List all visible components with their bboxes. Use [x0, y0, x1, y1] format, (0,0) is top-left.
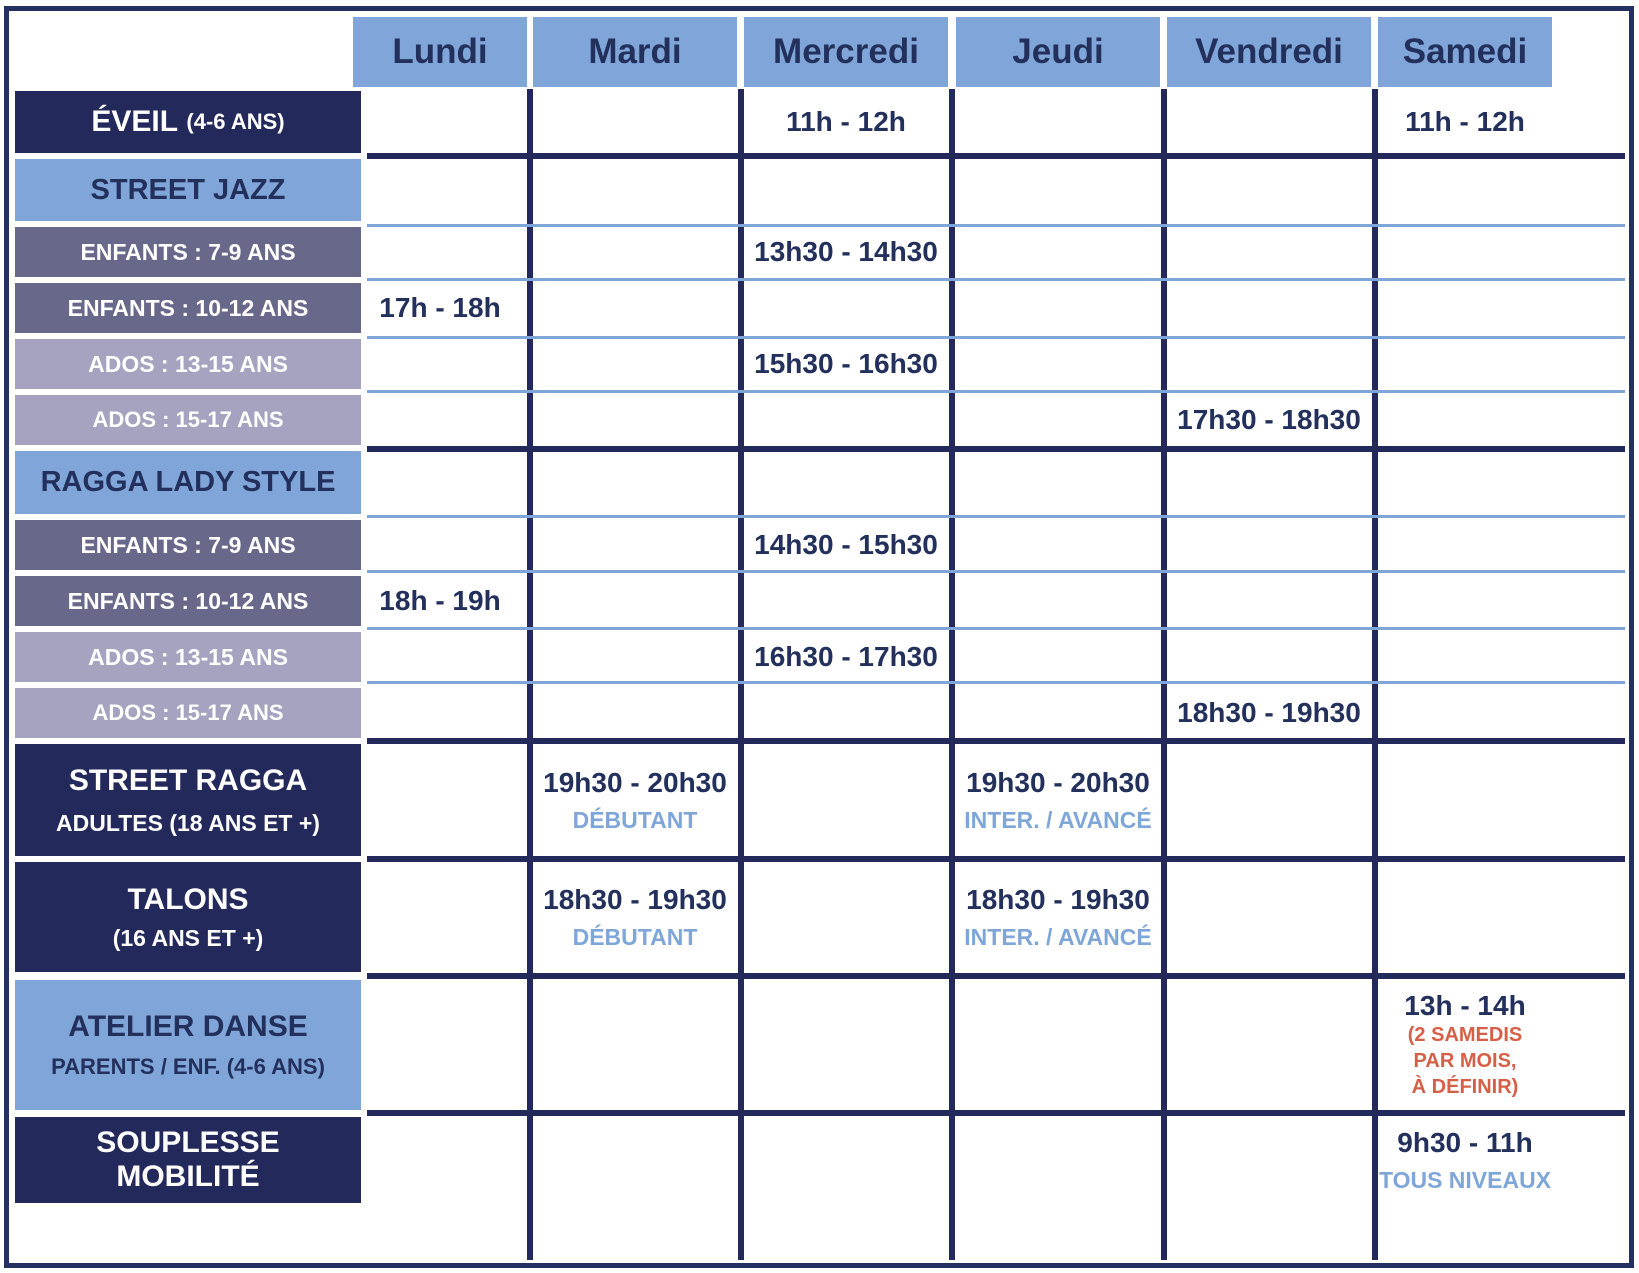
slot-level: TOUS NIVEAUX: [1378, 1166, 1552, 1193]
slot-eveil-mercredi: [744, 91, 948, 153]
slot-street-ragga-jeudi: [956, 744, 1160, 856]
row-label-talons: [15, 862, 361, 972]
slot-time: 15h30 - 16h30: [754, 348, 938, 379]
day-header-lundi: Lundi: [353, 17, 527, 87]
day-header-vendredi: Vendredi: [1167, 17, 1371, 87]
slot-sj-enfants-10-12-lundi: [353, 283, 527, 333]
grid-hline-thick: [367, 1110, 1625, 1116]
grid-hline-thin: [367, 278, 1625, 281]
grid-hline-thick: [367, 153, 1625, 159]
grid-hline-thin: [367, 336, 1625, 339]
grid-hline-thin: [367, 224, 1625, 227]
slot-note: (2 SAMEDIS: [1407, 1024, 1523, 1046]
slot-time: 18h30 - 19h30: [966, 883, 1150, 915]
slot-time: 11h - 12h: [1405, 106, 1525, 137]
slot-time: 18h30 - 19h30: [1177, 697, 1361, 728]
grid-hline-thick: [367, 446, 1625, 452]
talons-name: TALONS: [127, 882, 249, 916]
grid-hline-thin: [367, 627, 1625, 630]
slot-level: INTER. / AVANCÉ: [964, 806, 1152, 833]
row-label-atelier-danse: [15, 980, 361, 1110]
row-label-rls-ados-13-15: ADOS : 13-15 ANS: [15, 632, 361, 682]
grid-hline-thin: [367, 570, 1625, 573]
row-label-eveil: [15, 91, 361, 153]
grid-hline-thin: [367, 681, 1625, 684]
row-label-street-jazz: STREET JAZZ: [15, 159, 361, 221]
row-label-ragga-lady-style: RAGGA LADY STYLE: [15, 451, 361, 514]
slot-note: PAR MOIS,: [1413, 1050, 1517, 1072]
slot-atelier-samedi: [1378, 980, 1552, 1110]
slot-time: 17h - 18h: [379, 292, 501, 323]
slot-time: 11h - 12h: [786, 106, 906, 137]
slot-sj-enfants-7-9-mercredi: [744, 227, 948, 277]
slot-time: 17h30 - 18h30: [1177, 404, 1361, 435]
slot-rls-ados-13-15-mercredi: [744, 632, 948, 682]
row-label-rls-enfants-7-9: ENFANTS : 7-9 ANS: [15, 520, 361, 570]
slot-time: 18h30 - 19h30: [543, 883, 727, 915]
atelier-name: ATELIER DANSE: [68, 1010, 308, 1043]
eveil-age: (4-6 ANS): [186, 109, 285, 134]
grid-vline: [527, 89, 533, 1260]
souplesse-name-line1: SOUPLESSE: [96, 1126, 280, 1159]
slot-level: DÉBUTANT: [572, 923, 698, 950]
slot-sj-ados-13-15-mercredi: [744, 339, 948, 389]
slot-rls-enfants-7-9-mercredi: [744, 520, 948, 570]
row-label-souplesse-mobilite: [15, 1117, 361, 1203]
row-label-rls-enfants-10-12: ENFANTS : 10-12 ANS: [15, 576, 361, 626]
slot-time: 16h30 - 17h30: [754, 641, 938, 672]
slot-note: À DÉFINIR): [1411, 1076, 1519, 1098]
slot-time: 19h30 - 20h30: [543, 766, 727, 798]
talons-sub: (16 ANS ET +): [112, 924, 264, 951]
slot-street-ragga-mardi: [533, 744, 737, 856]
row-label-sj-enfants-7-9: ENFANTS : 7-9 ANS: [15, 227, 361, 277]
souplesse-name-line2: MOBILITÉ: [116, 1160, 260, 1193]
slot-eveil-samedi: [1378, 91, 1552, 153]
slot-souplesse-samedi: [1378, 1117, 1552, 1203]
grid-vline: [1161, 89, 1167, 1260]
row-label-sj-ados-13-15: ADOS : 13-15 ANS: [15, 339, 361, 389]
grid-vline: [949, 89, 955, 1260]
grid-hline-thin: [367, 515, 1625, 518]
slot-time: 19h30 - 20h30: [966, 766, 1150, 798]
row-label-street-ragga: [15, 744, 361, 856]
slot-time: 14h30 - 15h30: [754, 529, 938, 560]
slot-rls-enfants-10-12-lundi: [353, 576, 527, 626]
slot-time: 18h - 19h: [379, 585, 501, 616]
slot-talons-jeudi: [956, 862, 1160, 972]
street-ragga-sub: ADULTES (18 ANS ET +): [56, 809, 320, 836]
slot-time: 9h30 - 11h: [1397, 1126, 1533, 1158]
row-label-sj-ados-15-17: ADOS : 15-17 ANS: [15, 395, 361, 445]
row-label-rls-ados-15-17: ADOS : 15-17 ANS: [15, 688, 361, 738]
day-header-samedi: Samedi: [1378, 17, 1552, 87]
day-header-mercredi: Mercredi: [744, 17, 948, 87]
slot-time: 13h30 - 14h30: [754, 236, 938, 267]
row-label-sj-enfants-10-12: ENFANTS : 10-12 ANS: [15, 283, 361, 333]
slot-sj-ados-15-17-vendredi: [1167, 395, 1371, 445]
eveil-name: ÉVEIL: [91, 105, 179, 138]
grid-hline-thick: [367, 973, 1625, 979]
slot-time: 13h - 14h: [1404, 990, 1526, 1021]
day-header-jeudi: Jeudi: [956, 17, 1160, 87]
slot-rls-ados-15-17-vendredi: [1167, 688, 1371, 738]
grid-hline-thin: [367, 390, 1625, 393]
street-ragga-name: STREET RAGGA: [68, 763, 308, 797]
day-header-mardi: Mardi: [533, 17, 737, 87]
slot-talons-mardi: [533, 862, 737, 972]
atelier-sub: PARENTS / ENF. (4-6 ANS): [51, 1054, 325, 1079]
slot-level: DÉBUTANT: [572, 806, 698, 833]
slot-level: INTER. / AVANCÉ: [964, 923, 1152, 950]
